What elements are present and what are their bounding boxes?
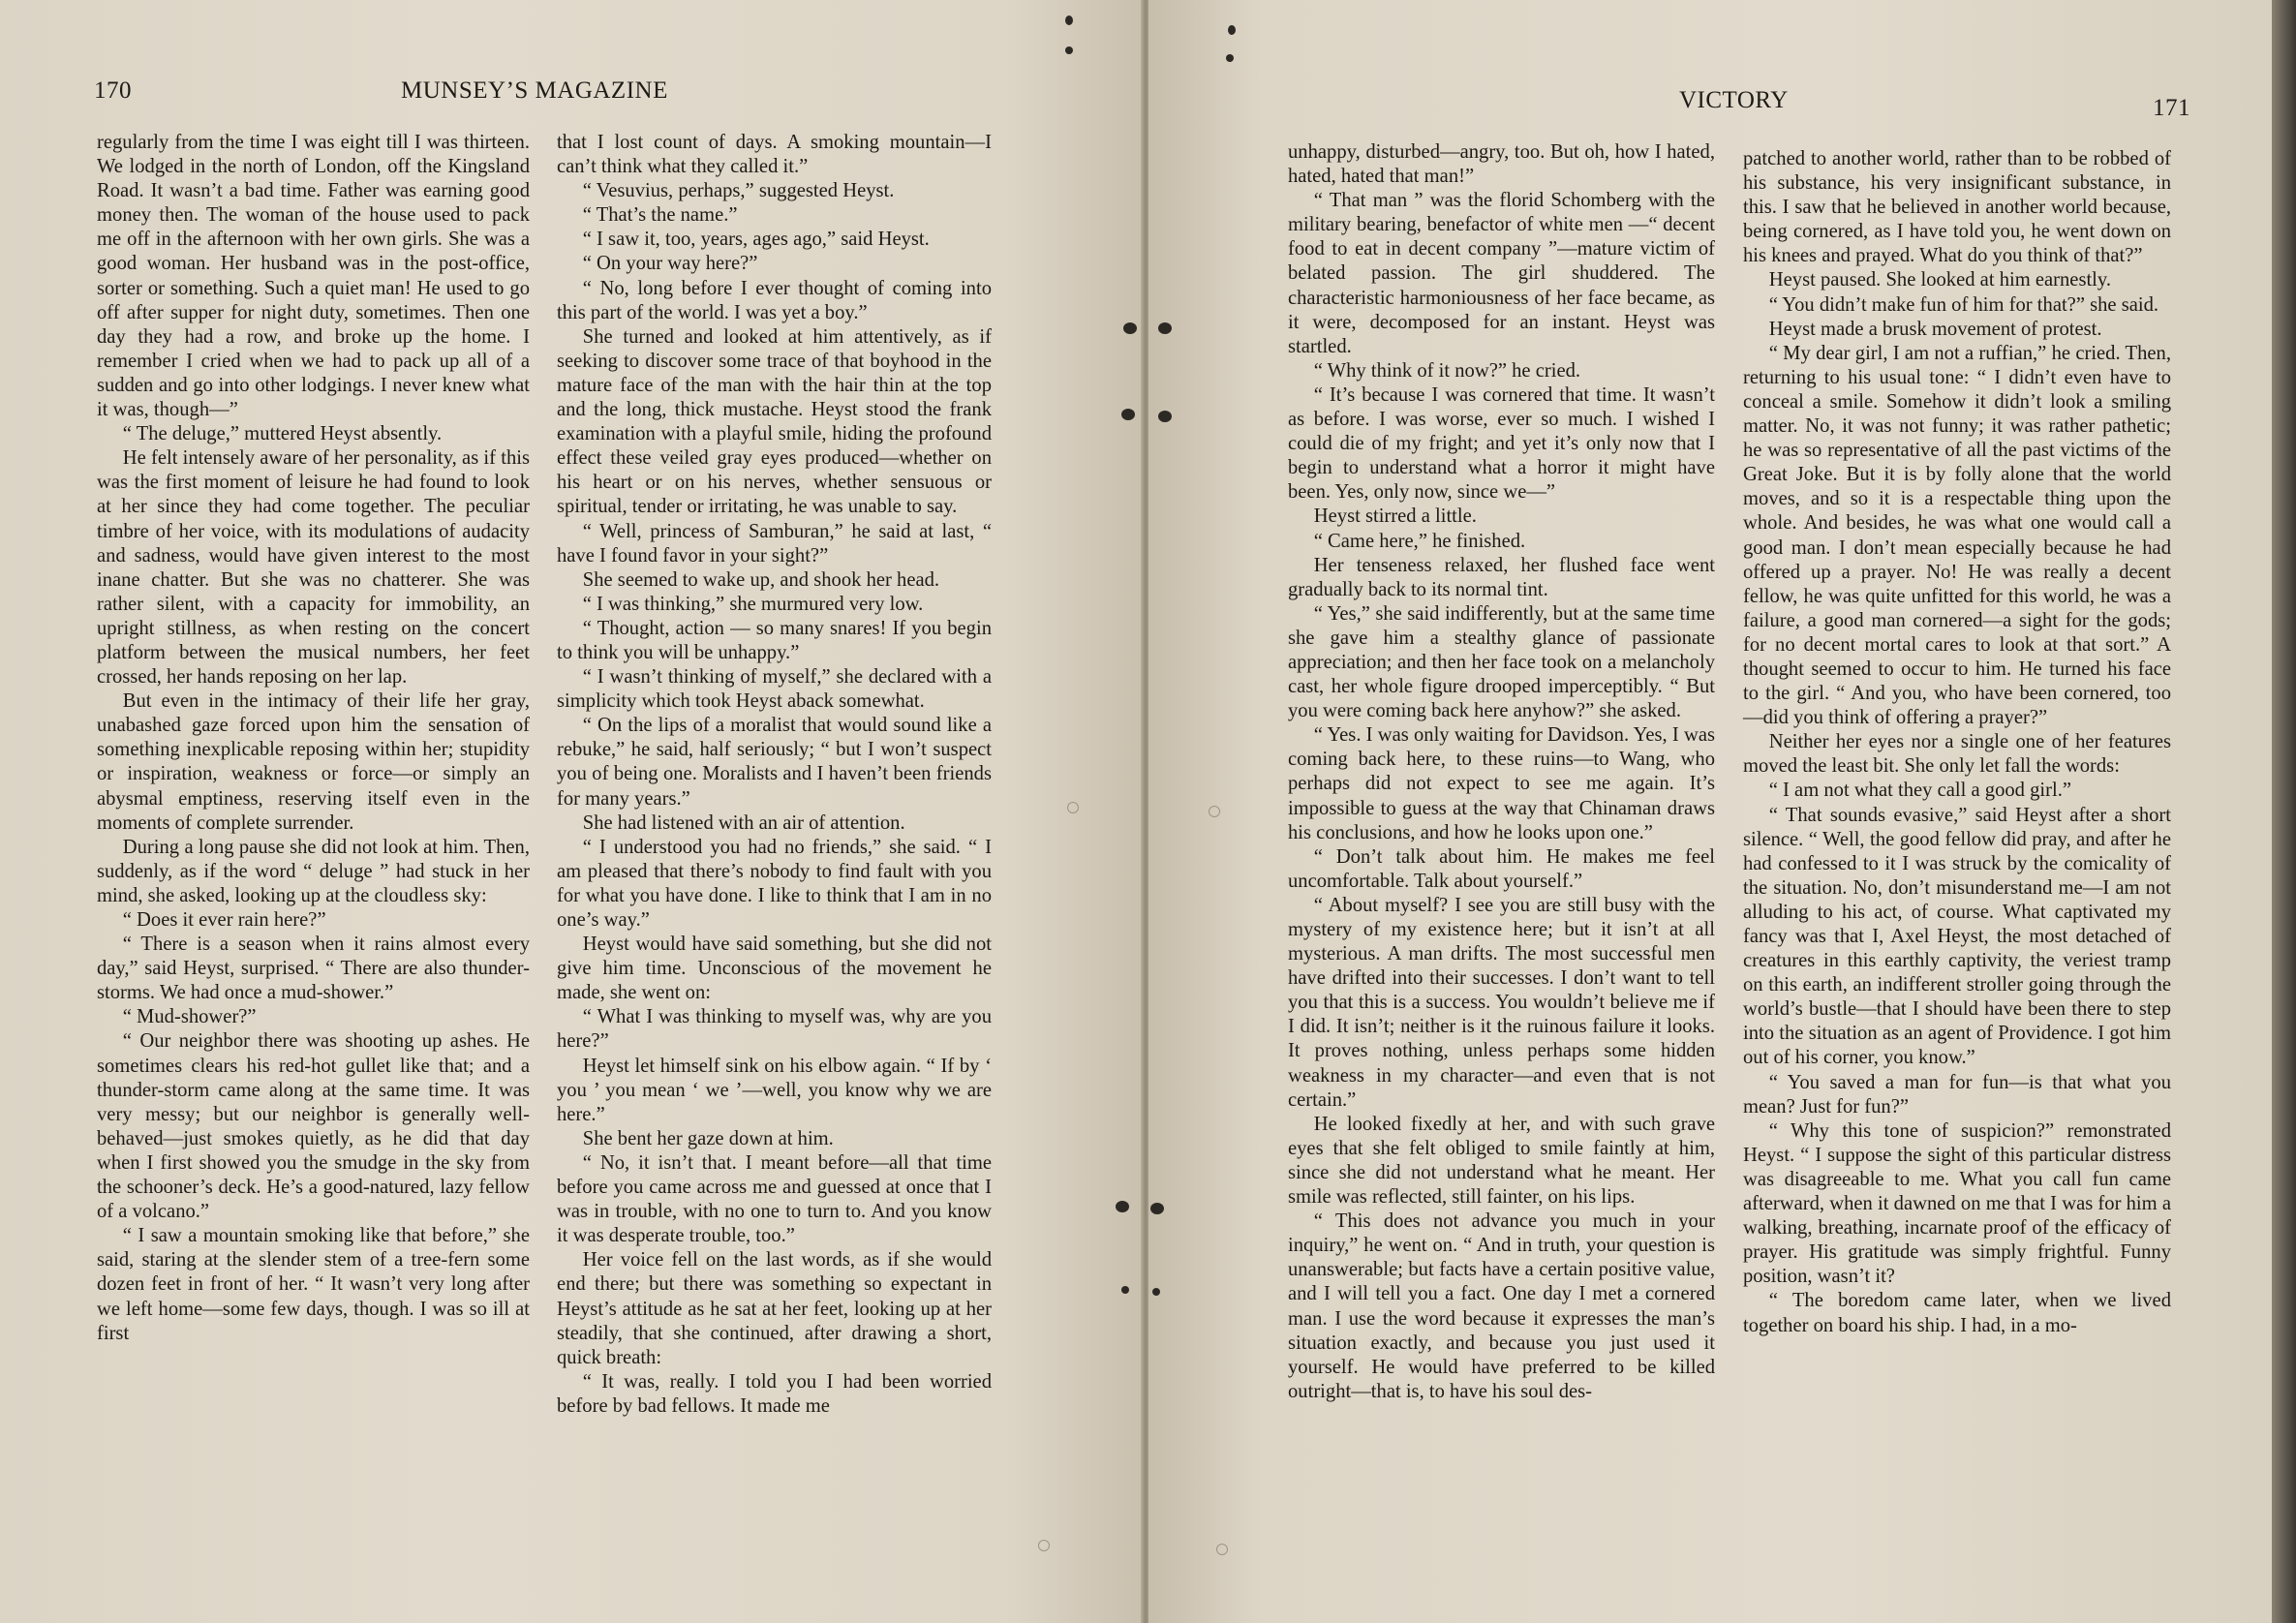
- left-page: [0, 0, 1143, 1623]
- paragraph: Neither her eyes nor a single one of her features moved the least bit. She only let fall the words:: [1743, 731, 2171, 778]
- paragraph: “ Came here,” he finished.: [1313, 530, 1526, 552]
- paragraph: “ I was thinking,” she murmured very low.: [582, 593, 924, 615]
- paragraph: “ The deluge,” muttered Heyst absently.: [122, 423, 443, 445]
- paragraph: “ I am not what they call a good girl.”: [1768, 780, 2072, 802]
- paragraph: Heyst stirred a little.: [1313, 505, 1477, 528]
- paper-stain: [1067, 802, 1079, 813]
- paragraph: Her voice fell on the last words, as if she would end there; but there was something so expectant in Heyst’s attitude as he sat at her feet, looking up at her steadily, that she continued, after drawing a short, quick breath:: [557, 1249, 992, 1368]
- paragraph: Heyst made a brusk movement of protest.: [1768, 318, 2102, 340]
- paragraph: “ This does not advance you much in your inquiry,” he went on. “ And in truth, your question is unanswerable; but facts have a certain positive value, and I will tell you a fact. One day I met a cornered man. I use the word because it expresses the man’s situation exactly, and because you just used it yourself. He would have preferred to be killed outright—that is, to have his soul des-: [1288, 1210, 1715, 1402]
- binding-hole: [1121, 1286, 1129, 1294]
- paragraph: Heyst let himself sink on his elbow again. “ If by ‘ you ’ you mean ‘ we ’—well, you know why we are here.”: [557, 1055, 992, 1125]
- right-column-2: [1743, 147, 2171, 1338]
- paragraph: “ Our neighbor there was shooting up ashes. He sometimes clears his red-hot gullet like that; and a thunder-storm came along at the same time. It was very messy; but our neighbor is generally well-behaved—just smokes quietly, as he did that day when I first showed you the smudge in the sky from the schooner’s deck. He’s a good-natured, lazy fellow of a volcano.”: [97, 1030, 530, 1223]
- paragraph: “ Yes,” she said indifferently, but at the same time she gave him a stealthy glance of passionate appreciation; and then her face took on a melancholy cast, her whole figure drooped imperceptibly. “ But you were coming back here anyhow?” she asked.: [1288, 602, 1715, 722]
- left-column-1: [97, 131, 530, 1346]
- paragraph: She turned and looked at him attentively, as if seeking to discover some trace of that boyhood in the mature face of the man with the hair thin at the top and the long, thick mustache. Heyst stood the frank examination with a playful smile, hiding the profound effect these veiled gray eyes produced—whether on his heart or on his nerves, whether sensuous or spiritual, tender or irritating, he was unable to say.: [557, 325, 992, 518]
- paragraph: “ On your way here?”: [582, 253, 758, 275]
- paragraph: “ I saw a mountain smoking like that before,” she said, staring at the slender stem of a tree-fern some dozen feet in front of her. “ It wasn’t very long after we left home—some few days, though. I was so ill at first: [97, 1225, 530, 1344]
- paragraph: “ I understood you had no friends,” she said. “ I am pleased that there’s nobody to find fault with you for what you have done. I like to think that I am in no one’s way.”: [557, 836, 992, 931]
- binding-hole: [1065, 46, 1073, 54]
- binding-hole: [1121, 409, 1135, 420]
- paragraph: “ Does it ever rain here?”: [122, 909, 326, 931]
- paper-stain: [1209, 806, 1220, 817]
- paper-stain: [1038, 1540, 1050, 1551]
- paragraph: “ You saved a man for fun—is that what you mean? Just for fun?”: [1743, 1071, 2171, 1118]
- paragraph: “ Why this tone of suspicion?” remonstrated Heyst. “ I suppose the sight of this particular distress was disagreeable to me. What you call fun came afterward, when it dawned on me that I was for him a walking, breathing, incarnate proof of the efficacy of prayer. His gratitude was simply frightful. Funny position, wasn’t it?: [1743, 1119, 2171, 1288]
- paragraph: “ There is a season when it rains almost every day,” said Heyst, surprised. “ There are also thunder-storms. We had once a mud-shower.”: [97, 934, 530, 1004]
- paper-stain: [1216, 1544, 1228, 1555]
- binding-hole: [1065, 15, 1073, 25]
- paragraph: He felt intensely aware of her personality, as if this was the first moment of leisure he had found to look at her since they had come together. The peculiar timbre of her voice, with its modulations of audacity and sadness, would have given interest to the most inane chatter. But she was no chatterer. She was rather silent, with a capacity for immobility, an upright stillness, as when resting on the concert platform between the musical numbers, her feet crossed, her hands reposing on her lap.: [97, 447, 530, 689]
- paragraph: “ That man ” was the florid Schomberg with the military bearing, benefactor of white men —“ decent food to eat in decent company ”—mature victim of belated passion. The girl shuddered. The characteristic harmoniousness of her face became, as it were, decomposed for an instant. Heyst was startled.: [1288, 190, 1715, 357]
- page-edge-shadow: [2272, 0, 2296, 1623]
- binding-hole: [1123, 322, 1137, 334]
- right-page: [1148, 0, 2272, 1623]
- paragraph: patched to another world, rather than to be robbed of his substance, his very insignificant substance, in this. I saw that he believed in another world because, being cornered, as I have told you, he went down on his knees and prayed. What do you think of that?”: [1743, 148, 2171, 267]
- paragraph: “ That sounds evasive,” said Heyst after a short silence. “ Well, the good fellow did pray, and after he had confessed to it I was struck by the comicality of the situation. No, don’t misunderstand me—I am not alluding to his act, of course. What captivated my fancy was that I, Axel Heyst, the most detached of creatures in this earthly captivity, the veriest tramp on this earth, an indifferent stroller going through the world’s bustle—that I should have been there to step into the situation as an agent of Providence. I got him out of his corner, you know.”: [1743, 804, 2171, 1069]
- right-page-number: 171: [2153, 95, 2190, 121]
- paragraph: During a long pause she did not look at him. Then, suddenly, as if the word “ deluge ” had stuck in her mind, she asked, looking up at the cloudless sky:: [97, 836, 530, 906]
- paragraph: “ No, it isn’t that. I meant before—all that time before you came across me and guessed at once that I was in trouble, with no one to turn to. And you know it was desperate trouble, too.”: [557, 1151, 992, 1247]
- paragraph: “ On the lips of a moralist that would sound like a rebuke,” he said, half seriously; “ but I won’t suspect you of being one. Moralists and I haven’t been friends for many years.”: [557, 715, 992, 810]
- paragraph: “ I saw it, too, years, ages ago,” said Heyst.: [582, 229, 930, 251]
- paragraph: Heyst paused. She looked at him earnestly.: [1768, 269, 2112, 291]
- paragraph: “ Don’t talk about him. He makes me feel uncomfortable. Talk about yourself.”: [1288, 845, 1715, 892]
- paragraph: She seemed to wake up, and shook her head.: [582, 568, 940, 591]
- left-running-head: MUNSEY’S MAGAZINE: [401, 77, 668, 104]
- binding-hole: [1158, 411, 1172, 422]
- paragraph: “ It was, really. I told you I had been worried before by bad fellows. It made me: [557, 1370, 992, 1417]
- paragraph: regularly from the time I was eight till I was thirteen. We lodged in the north of London, off the Kingsland Road. It wasn’t a bad time. Father was earning good money then. The woman of the house used to pack me off in the afternoon with her own girls. She was a good woman. Her husband was in the post-office, sorter or something. Such a quiet man! He used to go off after supper for night duty, sometimes. Then one day they had a row, and broke up the home. I remember I cried when we had to pack up all of a sudden and go into other lodgings. I never knew what it was, though—”: [97, 132, 530, 421]
- paragraph: “ Yes. I was only waiting for Davidson. Yes, I was coming back here, to these ruins—to Wang, who perhaps did not expect to see me again. It’s impossible to guess at the way that Chinaman draws his conclusions, and how he looks upon one.”: [1288, 724, 1715, 843]
- paragraph: “ No, long before I ever thought of coming into this part of the world. I was yet a boy.”: [557, 277, 992, 323]
- paragraph: But even in the intimacy of their life her gray, unabashed gaze forced upon him the sensation of something inexplicable reposing within her; stupidity or inspiration, weakness or force—or simply an abysmal emptiness, reserving itself even in the moments of complete surrender.: [97, 690, 530, 834]
- paragraph: unhappy, disturbed—angry, too. But oh, how I hated, hated, hated that man!”: [1288, 141, 1715, 188]
- binding-hole: [1116, 1201, 1129, 1212]
- binding-hole: [1226, 54, 1234, 62]
- paragraph: “ Why think of it now?” he cried.: [1313, 359, 1581, 382]
- paragraph: “ That’s the name.”: [582, 204, 738, 227]
- binding-hole: [1158, 322, 1172, 334]
- binding-hole: [1152, 1288, 1160, 1296]
- paragraph: “ My dear girl, I am not a ruffian,” he cried. Then, returning to his usual tone: “ I didn’t even have to conceal a smile. Somehow it didn’t look a smiling matter. No, it was not funny; it was rather pathetic; he was so representative of all the past victims of the Great Joke. But it is by folly alone that the world moves, and so it is a respectable thing upon the whole. And besides, he was what one would call a good man. I don’t mean especially because he had offered up a prayer. No! He was really a decent fellow, he was quite unfitted for this world, he was a failure, a good man cornered—a sight for the gods; for no decent mortal cares to look at that sort.” A thought seemed to occur to him. He turned his face to the girl. “ And you, who have been cornered, too—did you think of offering a prayer?”: [1743, 342, 2171, 729]
- right-running-head: VICTORY: [1679, 87, 1789, 113]
- paragraph: “ I wasn’t thinking of myself,” she declared with a simplicity which took Heyst aback somewhat.: [557, 666, 992, 713]
- paragraph: Her tenseness relaxed, her flushed face went gradually back to its normal tint.: [1288, 554, 1715, 600]
- paragraph: that I lost count of days. A smoking mountain—I can’t think what they called it.”: [557, 132, 992, 178]
- left-column-2: [557, 131, 992, 1419]
- paragraph: “ It’s because I was cornered that time. It wasn’t as before. I was worse, ever so much. I wished I could die of my fright; and yet it’s only now that I begin to understand what a horror it might have been. Yes, only now, since we—”: [1288, 383, 1715, 504]
- binding-hole: [1228, 25, 1236, 35]
- paragraph: He looked fixedly at her, and with such grave eyes that she felt obliged to smile faintly at him, since she did not understand what he meant. Her smile was reflected, still fainter, on his lips.: [1288, 1113, 1715, 1209]
- paragraph: “ Well, princess of Samburan,” he said at last, “ have I found favor in your sight?”: [557, 520, 992, 567]
- paragraph: “ About myself? I see you are still busy with the mystery of my existence here; but it isn’t at all mysterious. A man drifts. The most successful men have drifted into their successes. I don’t want to tell you that this is a success. You wouldn’t believe me if I did. It isn’t; neither is it the ruinous failure it looks. It proves nothing, unless perhaps some hidden weakness in my character—and even that is not certain.”: [1288, 894, 1715, 1111]
- paragraph: “ Vesuvius, perhaps,” suggested Heyst.: [582, 180, 895, 202]
- left-page-number: 170: [94, 77, 132, 104]
- paragraph: She had listened with an air of attention.: [582, 812, 905, 834]
- paragraph: “ The boredom came later, when we lived together on board his ship. I had, in a mo-: [1743, 1290, 2171, 1336]
- paragraph: “ What I was thinking to myself was, why are you here?”: [557, 1006, 992, 1053]
- paragraph: Heyst would have said something, but she did not give him time. Unconscious of the movement he made, she went on:: [557, 934, 992, 1004]
- paragraph: “ Mud-shower?”: [122, 1006, 257, 1028]
- binding-hole: [1150, 1203, 1164, 1214]
- paragraph: She bent her gaze down at him.: [582, 1127, 834, 1149]
- paragraph: “ You didn’t make fun of him for that?” she said.: [1768, 293, 2159, 316]
- paragraph: “ Thought, action — so many snares! If you begin to think you will be unhappy.”: [557, 617, 992, 663]
- right-column-1: [1288, 140, 1715, 1404]
